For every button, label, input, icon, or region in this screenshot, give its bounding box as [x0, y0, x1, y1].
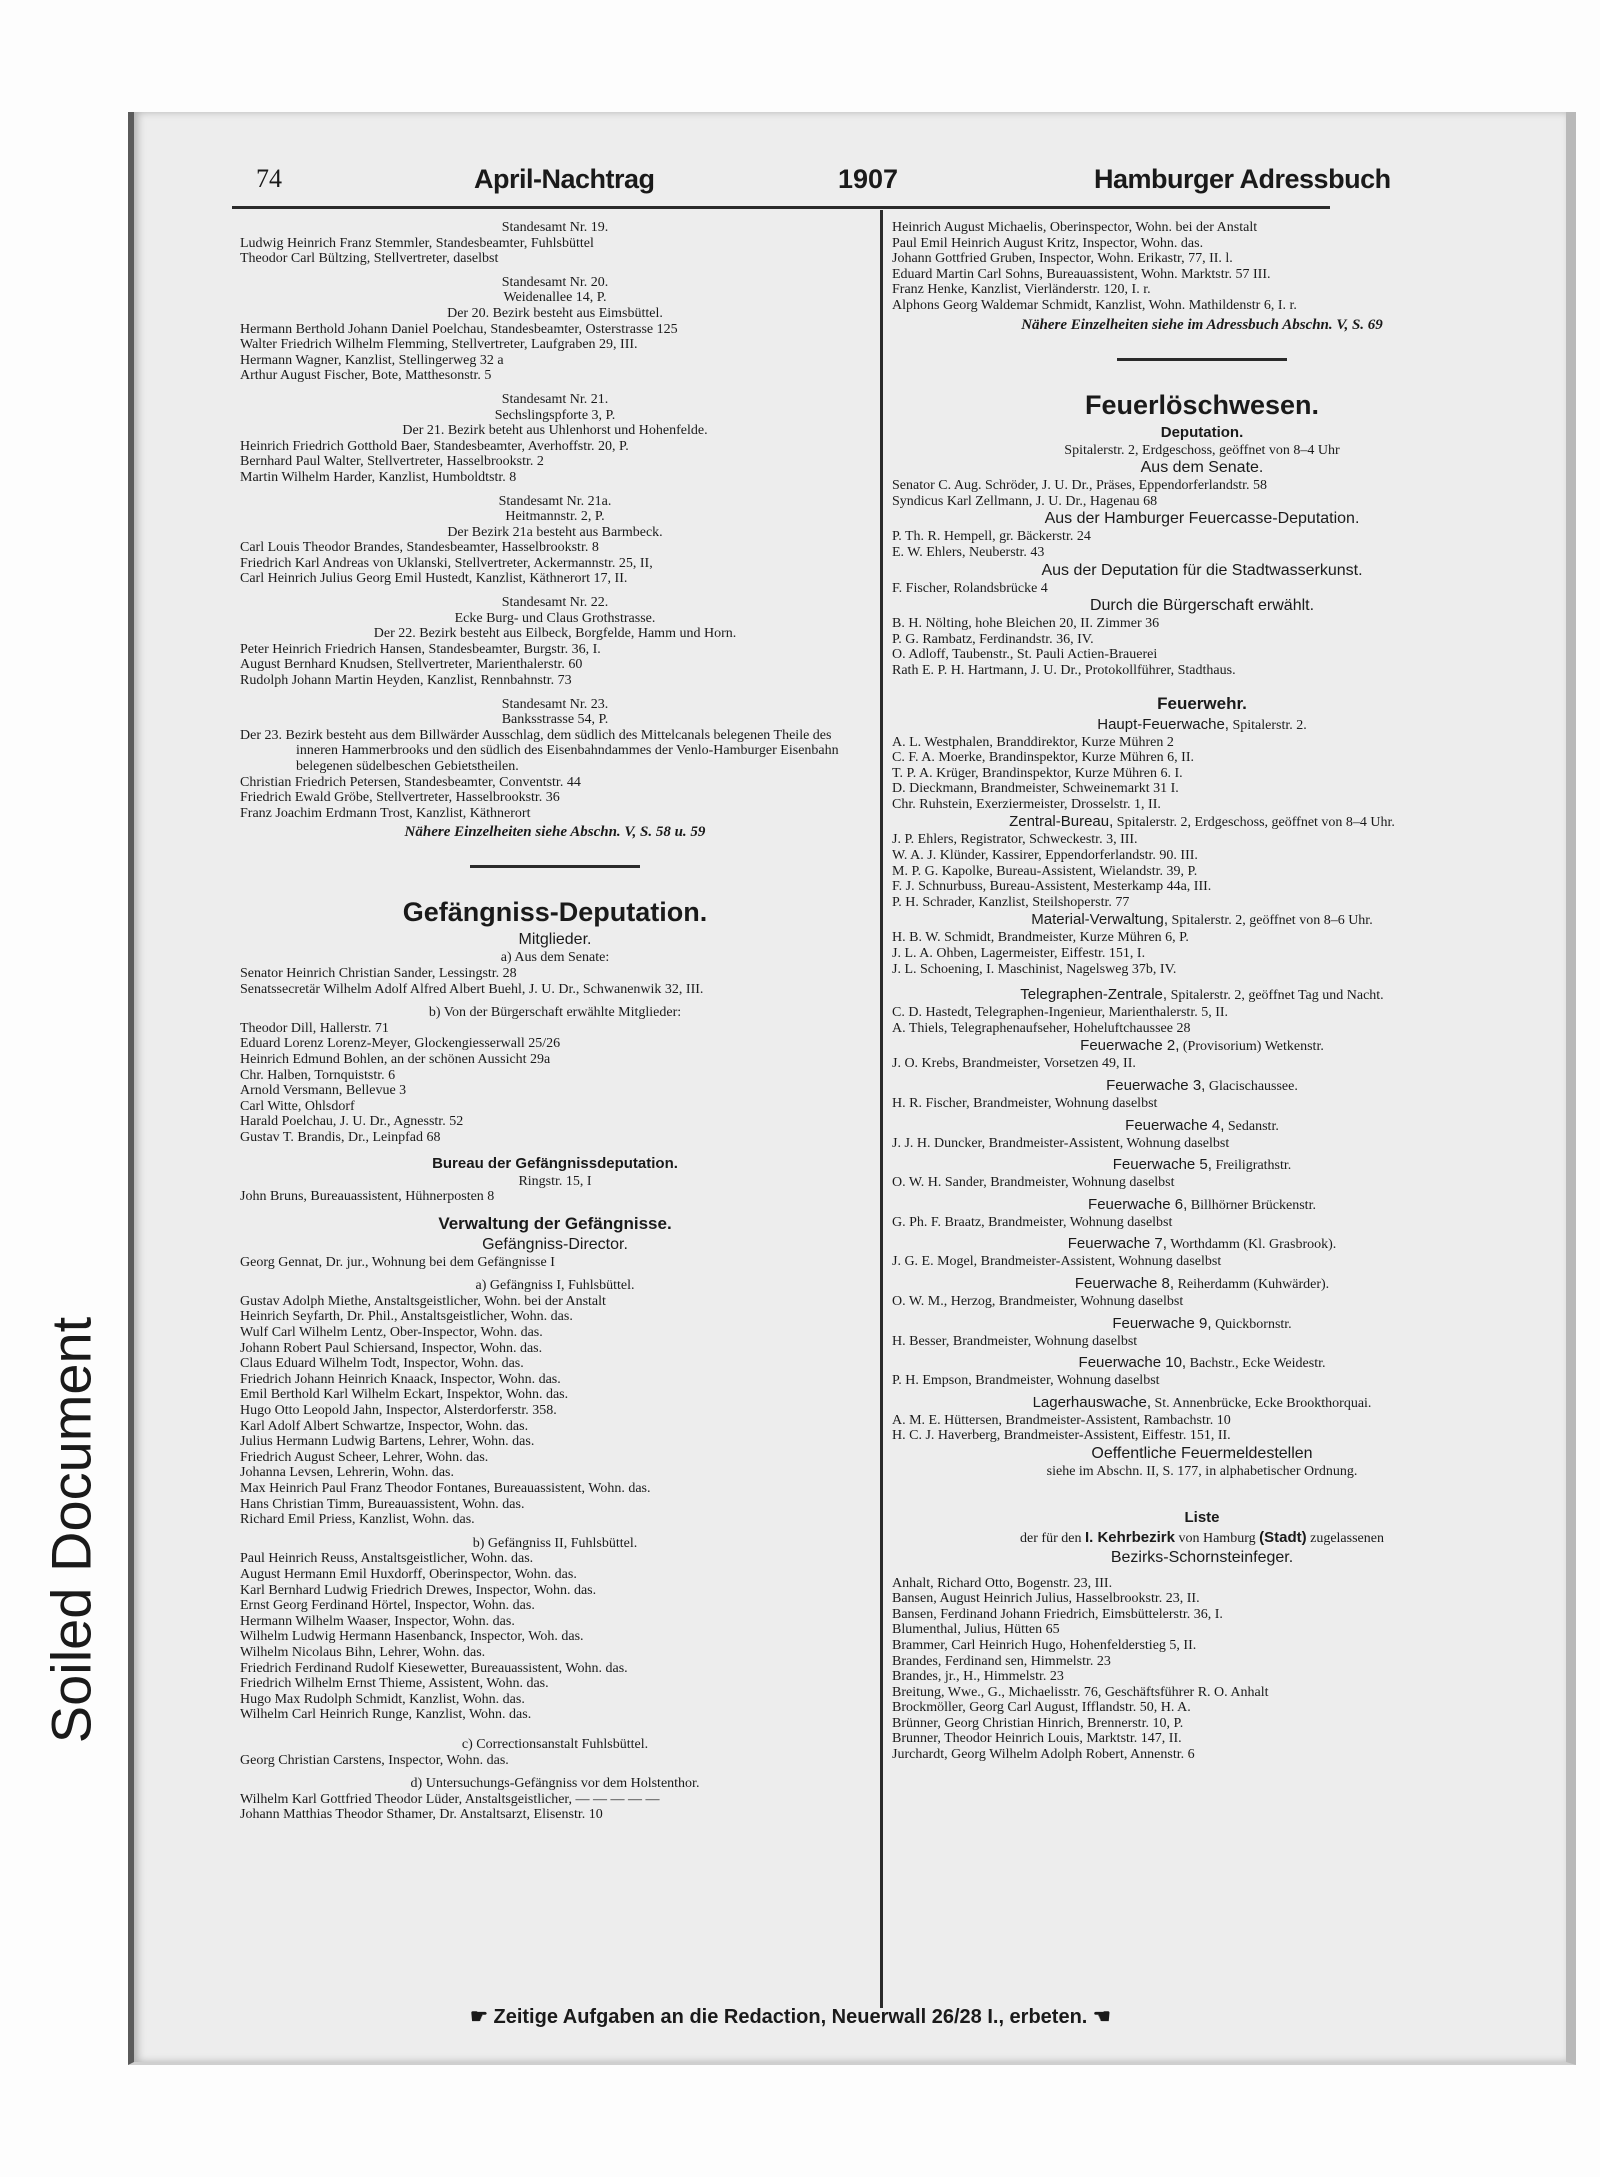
- gef-senat-list: [240, 966, 870, 997]
- entry-line: Gustav Adolph Miethe, Anstaltsgeistlicher, Wohn. bei der Anstalt: [240, 1293, 606, 1309]
- entry-line: H. B. W. Schmidt, Brandmeister, Kurze Mühren 6, P.: [892, 930, 1189, 946]
- sa20-district: Der 20. Bezirk besteht aus Eimsbüttel.: [447, 305, 663, 321]
- top-list: [892, 220, 1512, 314]
- liste-intro-d: (Stadt): [1259, 1528, 1307, 1546]
- entry-line: P. G. Rambatz, Ferdinandstr. 36, IV.: [892, 631, 1094, 647]
- verw-title: Verwaltung der Gefängnisse.: [438, 1213, 672, 1233]
- feuerwache-addr: Quickbornstr.: [1215, 1316, 1292, 1332]
- entry-line: Bansen, Ferdinand Johann Friedrich, Eimsbüttelerstr. 36, I.: [892, 1606, 1223, 1622]
- fl-sw-title: Aus der Deputation für die Stadtwasserkunst.: [1041, 561, 1363, 579]
- entry-line: B. H. Nölting, hohe Bleichen 20, II. Zimmer 36: [892, 616, 1160, 632]
- liste-title: Liste: [1184, 1508, 1220, 1526]
- director-title: Gefängniss-Director.: [482, 1235, 628, 1253]
- entry-line: J. P. Ehlers, Registrator, Schweckestr. 3, III.: [892, 832, 1138, 848]
- entry-line: Heinrich Seyfarth, Dr. Phil., Anstaltsgeistlicher, Wohn. das.: [240, 1309, 573, 1325]
- entry-line: G. Ph. F. Braatz, Brandmeister, Wohnung daselbst: [892, 1214, 1173, 1230]
- entry-line: Friedrich Karl Andreas von Uklanski, Stellvertreter, Ackermannstr. 25, II,: [240, 555, 653, 571]
- sa21a-addr: Heitmannstr. 2, P.: [505, 509, 605, 525]
- sa21-district: Der 21. Bezirk beteht aus Uhlenhorst und Hohenfelde.: [402, 423, 708, 439]
- entry-line: Brandes, Ferdinand sen, Himmelstr. 23: [892, 1653, 1111, 1669]
- entry-line: Franz Henke, Kanzlist, Vierländerstr. 120, I. r.: [892, 282, 1151, 298]
- feuerwachen-list: [892, 1036, 1512, 1392]
- entry-line: August Bernhard Knudsen, Stellvertreter, Marienthalerstr. 60: [240, 657, 583, 673]
- entry-line: Brünner, Georg Christian Hinrich, Brennerstr. 10, P.: [892, 1715, 1184, 1731]
- entry-line: J. G. E. Mogel, Brandmeister-Assistent, Wohnung daselbst: [892, 1254, 1222, 1270]
- sa22-title: Standesamt Nr. 22.: [501, 595, 609, 611]
- sa21a-list: [240, 540, 870, 587]
- g2-list: [240, 1551, 870, 1723]
- fl-deputation: Deputation.: [1160, 423, 1244, 441]
- entry-line: Senator C. Aug. Schröder, J. U. Dr., Präses, Eppendorferlandstr. 58: [892, 478, 1268, 494]
- fl-bg-list: [892, 616, 1512, 678]
- entry-line: Karl Bernhard Ludwig Friedrich Drewes, Inspector, Wohn. das.: [240, 1582, 597, 1598]
- feuerwache-heading: [892, 1116, 1512, 1136]
- gef-senat-label: a) Aus dem Senate:: [500, 950, 610, 966]
- sa23-list: [240, 775, 870, 822]
- entry-line: Friedrich Ewald Gröbe, Stellvertreter, Hasselbrookstr. 36: [240, 790, 560, 806]
- entry-line: Max Heinrich Paul Franz Theodor Fontanes, Bureauassistent, Wohn. das.: [240, 1481, 651, 1496]
- feuerwache-name: Feuerwache 2,: [1080, 1037, 1180, 1055]
- section-title: April-Nachtrag: [474, 164, 655, 194]
- fl-sw-list: [892, 581, 1512, 597]
- entry-line: A. M. E. Hüttersen, Brandmeister-Assistent, Rambachstr. 10: [892, 1412, 1231, 1428]
- liste-intro-f: Bezirks-Schornsteinfeger.: [1110, 1548, 1294, 1566]
- sa23-title: Standesamt Nr. 23.: [501, 696, 609, 712]
- right-column: [892, 220, 1512, 1763]
- liste-list: [892, 1576, 1512, 1763]
- entry-line: P. H. Empson, Brandmeister, Wohnung daselbst: [892, 1373, 1160, 1389]
- sa19-list: [240, 236, 870, 267]
- entry-line: E. W. Ehlers, Neuberstr. 43: [892, 544, 1045, 560]
- entry-line: Rudolph Johann Martin Heyden, Kanzlist, Rennbahnstr. 73: [240, 673, 572, 689]
- entry-line: Arnold Versmann, Bellevue 3: [240, 1083, 407, 1099]
- entry-line: Brammer, Carl Heinrich Hugo, Hohenfelderstieg 5, II.: [892, 1637, 1197, 1653]
- feuerwache-name: Feuerwache 3,: [1106, 1077, 1206, 1094]
- side-label-text: Soiled Document: [39, 1316, 103, 1744]
- entry-line: Friedrich Johann Heinrich Knaack, Inspector, Wohn. das.: [240, 1371, 561, 1387]
- feuerwache-name: Feuerwache 10,: [1078, 1354, 1187, 1372]
- entry-line: Hugo Max Rudolph Schmidt, Kanzlist, Wohn. das.: [240, 1691, 525, 1707]
- column-divider: [880, 210, 883, 2008]
- sa20-list: [240, 322, 870, 384]
- entry-line: Heinrich August Michaelis, Oberinspector, Wohn. bei der Anstalt: [892, 220, 1258, 235]
- haupt-list: [892, 735, 1512, 813]
- entry-line: F. Fischer, Rolandsbrücke 4: [892, 580, 1048, 596]
- entry-line: Harald Poelchau, J. U. Dr., Agnesstr. 52: [240, 1114, 464, 1130]
- entry-line: August Hermann Emil Huxdorff, Oberinspector, Wohn. das.: [240, 1566, 577, 1582]
- section-rule: [1117, 358, 1287, 361]
- sa21-title: Standesamt Nr. 21.: [501, 391, 609, 407]
- g2-label: b) Gefängniss II, Fuhlsbüttel.: [472, 1535, 638, 1551]
- entry-line: Jurchardt, Georg Wilhelm Adolph Robert, Annenstr. 6: [892, 1747, 1195, 1763]
- sa21-addr: Sechslingspforte 3, P.: [494, 407, 616, 423]
- mv-title: Material-Verwaltung,: [1031, 911, 1169, 929]
- liste-intro-c: von Hamburg: [1178, 1530, 1256, 1546]
- entry-line: Richard Emil Priess, Kanzlist, Wohn. das.: [240, 1512, 475, 1528]
- entry-line: Johann Matthias Theodor Sthamer, Dr. Anstaltsarzt, Elisenstr. 10: [240, 1807, 603, 1823]
- tz-addr: Spitalerstr. 2, geöffnet Tag und Nacht.: [1170, 988, 1384, 1004]
- feuerwache-addr: (Provisorium) Wetkenstr.: [1182, 1039, 1324, 1055]
- entry-line: Paul Emil Heinrich August Kritz, Inspector, Wohn. das.: [892, 235, 1204, 251]
- fl-senat-list: [892, 478, 1512, 509]
- entry-line: Martin Wilhelm Harder, Kanzlist, Humboldtstr. 8: [240, 469, 517, 485]
- fl-fc-list: [892, 529, 1512, 560]
- entry-line: Walter Friedrich Wilhelm Flemming, Stellvertreter, Laufgraben 29, III.: [240, 337, 638, 353]
- entry-line: Claus Eduard Wilhelm Todt, Inspector, Wohn. das.: [240, 1356, 524, 1372]
- lager-list: [892, 1413, 1512, 1444]
- feuerwache-name: Feuerwache 8,: [1074, 1274, 1175, 1292]
- oef-line: siehe im Abschn. II, S. 177, in alphabetischer Ordnung.: [1046, 1463, 1358, 1479]
- entry-line: Friedrich August Scheer, Lehrer, Wohn. das.: [240, 1449, 489, 1465]
- entry-line: Julius Hermann Ludwig Bartens, Lehrer, Wohn. das.: [240, 1434, 535, 1450]
- sa23-addr: Banksstrasse 54, P.: [501, 712, 609, 728]
- page-number: 74: [256, 164, 282, 193]
- sa19-title: Standesamt Nr. 19.: [501, 220, 609, 235]
- entry-line: Syndicus Karl Zellmann, J. U. Dr., Hagenau 68: [892, 493, 1158, 509]
- zb-addr: Spitalerstr. 2, Erdgeschoss, geöffnet von 8–4 Uhr.: [1116, 815, 1395, 831]
- liste-intro: [892, 1528, 1512, 1548]
- sa21-list: [240, 439, 870, 486]
- entry-line: Bansen, August Heinrich Julius, Hasselbrookstr. 23, II.: [892, 1591, 1200, 1607]
- entry-line: M. P. G. Kapolke, Bureau-Assistent, Wielandstr. 39, P.: [892, 863, 1198, 879]
- fl-dep-addr: Spitalerstr. 2, Erdgeschoss, geöffnet von 8–4 Uhr: [1064, 442, 1340, 458]
- entry-line: W. A. J. Klünder, Kassirer, Eppendorferlandstr. 90. III.: [892, 848, 1198, 864]
- entry-line: Christian Friedrich Petersen, Standesbeamter, Conventstr. 44: [240, 774, 581, 790]
- entry-line: Hermann Berthold Johann Daniel Poelchau, Standesbeamter, Osterstrasse 125: [240, 321, 678, 337]
- c-line: Georg Christian Carstens, Inspector, Wohn. das.: [240, 1752, 509, 1768]
- lager-addr: St. Annenbrücke, Ecke Brookthorquai.: [1154, 1395, 1372, 1411]
- fl-title: Feuerlöschwesen.: [1084, 389, 1320, 420]
- entry-line: O. W. M., Herzog, Brandmeister, Wohnung daselbst: [892, 1293, 1184, 1309]
- footer-notice: [470, 2004, 1390, 2029]
- c-label: c) Correctionsanstalt Fuhlsbüttel.: [461, 1736, 649, 1752]
- entry-line: Wilhelm Carl Heinrich Runge, Kanzlist, Wohn. das.: [240, 1707, 532, 1723]
- entry-line: Heinrich Friedrich Gotthold Baer, Standesbeamter, Averhoffstr. 20, P.: [240, 438, 629, 454]
- sa20-title: Standesamt Nr. 20.: [501, 274, 609, 290]
- sa22-list: [240, 642, 870, 689]
- entry-line: Johanna Levsen, Lehrerin, Wohn. das.: [240, 1465, 454, 1481]
- entry-line: Eduard Martin Carl Sohns, Bureauassistent, Wohn. Marktstr. 57 III.: [892, 266, 1271, 282]
- haupt-addr: Spitalerstr. 2.: [1232, 717, 1307, 733]
- fw-title: Feuerwehr.: [1157, 693, 1247, 713]
- entry-line: Peter Heinrich Friedrich Hansen, Standesbeamter, Burgstr. 36, I.: [240, 641, 601, 657]
- entry-line: J. J. H. Duncker, Brandmeister-Assistent, Wohnung daselbst: [892, 1135, 1230, 1151]
- feuerwache-addr: Freiligrathstr.: [1215, 1158, 1292, 1174]
- entry-line: Wilhelm Ludwig Hermann Hasenbanck, Inspector, Woh. das.: [240, 1629, 584, 1645]
- sa23-note: Nähere Einzelheiten siehe Abschn. V, S. 58 u. 59: [404, 824, 706, 841]
- header-rule: [232, 206, 1330, 209]
- pointing-hand-icon: ☛: [470, 2006, 488, 2028]
- entry-line: H. Besser, Brandmeister, Wohnung daselbst: [892, 1333, 1138, 1349]
- entry-line: Chr. Ruhstein, Exerziermeister, Drosselstr. 1, II.: [892, 796, 1161, 812]
- entry-line: C. D. Hastedt, Telegraphen-Ingenieur, Marienthalerstr. 5, II.: [892, 1005, 1229, 1021]
- liste-intro-e: zugelassenen: [1310, 1530, 1384, 1546]
- entry-line: J. L. Schoening, I. Maschinist, Nagelsweg 37b, IV.: [892, 961, 1177, 977]
- entry-line: Alphons Georg Waldemar Schmidt, Kanzlist, Wohn. Mathildenstr 6, I. r.: [892, 297, 1297, 313]
- sa21a-district: Der Bezirk 21a besteht aus Barmbeck.: [447, 524, 663, 540]
- entry-line: Hans Christian Timm, Bureauassistent, Wohn. das.: [240, 1496, 525, 1512]
- gef-members: Mitglieder.: [518, 931, 592, 949]
- entry-line: J. L. A. Ohben, Lagermeister, Eiffestr. 151, I.: [892, 946, 1146, 962]
- entry-line: Paul Heinrich Reuss, Anstaltsgeistlicher, Wohn. das.: [240, 1551, 534, 1567]
- g1-label: a) Gefängniss I, Fuhlsbüttel.: [475, 1278, 635, 1294]
- side-label: [36, 1270, 106, 1790]
- entry-line: Ernst Georg Ferdinand Hörtel, Inspector, Wohn. das.: [240, 1598, 535, 1614]
- entry-line: Bernhard Paul Walter, Stellvertreter, Hasselbrookstr. 2: [240, 454, 544, 470]
- entry-line: Karl Adolf Albert Schwartze, Inspector, Wohn. das.: [240, 1418, 529, 1434]
- section-rule: [470, 865, 640, 868]
- entry-line: Carl Heinrich Julius Georg Emil Hustedt, Kanzlist, Käthnerort 17, II.: [240, 571, 628, 587]
- feuerwache-heading: [892, 1353, 1512, 1373]
- entry-line: D. Dieckmann, Brandmeister, Schweinemarkt 31 I.: [892, 781, 1179, 797]
- feuerwache-heading: [892, 1076, 1512, 1096]
- entry-line: Wilhelm Nicolaus Bihn, Lehrer, Wohn. das.: [240, 1644, 486, 1660]
- sa23-district: Der 23. Bezirk besteht aus dem Billwärder Ausschlag, dem südlich des Mittelcanals belegenen Theile des inneren Hammerbrooks und den südlich des Eisenbahndammes der Venlo-Hamburger Eisenbahn belegenen südelbeschen Gebietstheilen.: [240, 727, 839, 774]
- feuerwache-addr: Glacischaussee.: [1208, 1079, 1298, 1094]
- entry-line: Eduard Lorenz Lorenz-Meyer, Glockengiesserwall 25/26: [240, 1036, 561, 1052]
- liste-intro-b: I. Kehrbezirk: [1084, 1528, 1175, 1546]
- entry-line: Friedrich Wilhelm Ernst Thieme, Assistent, Wohn. das.: [240, 1676, 549, 1692]
- entry-line: P. H. Schrader, Kanzlist, Steilshoperstr. 77: [892, 894, 1130, 910]
- mv-list: [892, 930, 1512, 977]
- entry-line: Chr. Halben, Tornquiststr. 6: [240, 1067, 396, 1083]
- bureau-title: Bureau der Gefängnissdeputation.: [432, 1154, 678, 1172]
- feuerwache-heading: [892, 1195, 1512, 1215]
- fl-senat-title: Aus dem Senate.: [1140, 459, 1264, 477]
- entry-line: Wilhelm Karl Gottfried Theodor Lüder, Anstaltsgeistlicher, — — — — —: [240, 1791, 660, 1807]
- haupt-title: Haupt-Feuerwache,: [1097, 715, 1229, 733]
- entry-line: Wulf Carl Wilhelm Lentz, Ober-Inspector, Wohn. das.: [240, 1325, 543, 1341]
- entry-line: Emil Berthold Karl Wilhelm Eckart, Inspektor, Wohn. das.: [240, 1387, 569, 1403]
- fl-bg-title: Durch die Bürgerschaft erwählt.: [1089, 597, 1315, 615]
- entry-line: J. O. Krebs, Brandmeister, Vorsetzen 49, II.: [892, 1056, 1136, 1072]
- tz-title: Telegraphen-Zentrale,: [1020, 986, 1168, 1004]
- g1-list: [240, 1294, 870, 1528]
- entry-line: Brockmöller, Georg Carl August, Ifflandstr. 50, H. A.: [892, 1700, 1191, 1716]
- entry-line: Franz Joachim Erdmann Trost, Kanzlist, Käthnerort: [240, 805, 531, 821]
- pointing-hand-left-icon: ☚: [1092, 2006, 1111, 2028]
- entry-line: Ludwig Heinrich Franz Stemmler, Standesbeamter, Fuhlsbüttel: [240, 235, 594, 251]
- entry-line: Theodor Carl Bültzing, Stellvertreter, daselbst: [240, 251, 499, 267]
- entry-line: O. W. H. Sander, Brandmeister, Wohnung daselbst: [892, 1175, 1175, 1191]
- entry-line: O. Adloff, Taubenstr., St. Pauli Actien-Brauerei: [892, 647, 1158, 663]
- d-label: d) Untersuchungs-Gefängniss vor dem Holstenthor.: [410, 1776, 700, 1792]
- feuerwache-addr: Reiherdamm (Kuhwärder).: [1177, 1276, 1330, 1292]
- feuerwache-heading: [892, 1155, 1512, 1175]
- year: 1907: [838, 164, 899, 194]
- entry-line: C. F. A. Moerke, Brandinspektor, Kurze Mühren 6, II.: [892, 750, 1194, 766]
- feuerwache-name: Feuerwache 6,: [1088, 1195, 1188, 1213]
- fl-fc-title: Aus der Hamburger Feuercasse-Deputation.: [1044, 510, 1360, 528]
- feuerwache-name: Feuerwache 5,: [1112, 1156, 1212, 1174]
- gef-title: Gefängniss-Deputation.: [402, 897, 708, 928]
- entry-line: Blumenthal, Julius, Hütten 65: [892, 1622, 1060, 1638]
- feuerwache-addr: Billhörner Brückenstr.: [1190, 1197, 1316, 1213]
- entry-line: Carl Louis Theodor Brandes, Standesbeamter, Hasselbrookstr. 8: [240, 540, 599, 556]
- bureau-addr: Ringstr. 15, I: [518, 1173, 592, 1189]
- entry-line: Theodor Dill, Hallerstr. 71: [240, 1020, 389, 1036]
- sa22-addr: Ecke Burg- und Claus Grothstrasse.: [454, 610, 656, 626]
- sa20-addr: Weidenallee 14, P.: [503, 290, 607, 306]
- sa21a-title: Standesamt Nr. 21a.: [498, 493, 612, 509]
- entry-line: Carl Witte, Ohlsdorf: [240, 1098, 355, 1114]
- entry-line: Gustav T. Brandis, Dr., Leinpfad 68: [240, 1129, 441, 1145]
- liste-intro-a: der für den: [1020, 1530, 1082, 1546]
- entry-line: F. J. Schnurbuss, Bureau-Assistent, Mesterkamp 44a, III.: [892, 879, 1212, 895]
- feuerwache-addr: Bachstr., Ecke Weidestr.: [1189, 1356, 1326, 1372]
- feuerwache-name: Feuerwache 9,: [1112, 1314, 1212, 1332]
- entry-line: A. Thiels, Telegraphenaufseher, Hoheluftchaussee 28: [892, 1020, 1191, 1036]
- mv-addr: Spitalerstr. 2, geöffnet von 8–6 Uhr.: [1171, 913, 1373, 929]
- entry-line: Johann Gottfried Gruben, Inspector, Wohn. Erikastr, 77, II. l.: [892, 251, 1233, 267]
- entry-line: Friedrich Ferdinand Rudolf Kiesewetter, Bureauassistent, Wohn. das.: [240, 1660, 628, 1676]
- entry-line: Hermann Wagner, Kanzlist, Stellingerweg 32 a: [240, 352, 504, 368]
- d-list: [240, 1792, 870, 1823]
- entry-line: Rath E. P. H. Hartmann, J. U. Dr., Protokollführer, Stadthaus.: [892, 662, 1236, 678]
- feuerwache-addr: Sedanstr.: [1227, 1118, 1279, 1134]
- entry-line: Johann Robert Paul Schiersand, Inspector, Wohn. das.: [240, 1340, 543, 1356]
- top-note: Nähere Einzelheiten siehe im Adressbuch Abschn. V, S. 69: [1021, 316, 1383, 333]
- book-title: Hamburger Adressbuch: [1094, 164, 1391, 194]
- feuerwache-name: Feuerwache 4,: [1125, 1116, 1225, 1134]
- feuerwache-heading: [892, 1274, 1512, 1294]
- entry-line: Anhalt, Richard Otto, Bogenstr. 23, III.: [892, 1575, 1113, 1591]
- entry-line: T. P. A. Krüger, Brandinspektor, Kurze Mühren 6. I.: [892, 765, 1183, 781]
- feuerwache-heading: [892, 1234, 1512, 1254]
- entry-line: Breitung, Wwe., G., Michaelisstr. 76, Geschäftsführer R. O. Anhalt: [892, 1684, 1269, 1700]
- sa22-district: Der 22. Bezirk besteht aus Eilbeck, Borgfelde, Hamm und Horn.: [373, 626, 737, 642]
- feuerwache-heading: [892, 1036, 1512, 1056]
- entry-line: Senator Heinrich Christian Sander, Lessingstr. 28: [240, 965, 517, 981]
- gef-bs-list: [240, 1021, 870, 1146]
- zb-list: [892, 832, 1512, 910]
- entry-line: A. L. Westphalen, Branddirektor, Kurze Mühren 2: [892, 734, 1174, 750]
- entry-line: Hugo Otto Leopold Jahn, Inspector, Alsterdorferstr. 358.: [240, 1403, 557, 1419]
- lager-title: Lagerhauswache,: [1032, 1393, 1151, 1411]
- entry-line: H. C. J. Haverberg, Brandmeister-Assistent, Eiffestr. 151, II.: [892, 1428, 1231, 1444]
- entry-line: Senatssecretär Wilhelm Adolf Alfred Albert Buehl, J. U. Dr., Schwanenwik 32, III.: [240, 981, 704, 997]
- entry-line: Brunner, Theodor Heinrich Louis, Marktstr. 147, II.: [892, 1731, 1182, 1747]
- entry-line: P. Th. R. Hempell, gr. Bäckerstr. 24: [892, 529, 1091, 545]
- tz-list: [892, 1005, 1512, 1036]
- entry-line: Heinrich Edmund Bohlen, an der schönen Aussicht 29a: [240, 1051, 551, 1067]
- left-column: [240, 220, 870, 1823]
- zb-title: Zentral-Bureau,: [1009, 813, 1114, 831]
- feuerwache-name: Feuerwache 7,: [1067, 1235, 1167, 1253]
- feuerwache-heading: [892, 1314, 1512, 1334]
- director-line: Georg Gennat, Dr. jur., Wohnung bei dem Gefängnisse I: [240, 1254, 555, 1270]
- entry-line: Hermann Wilhelm Waaser, Inspector, Wohn. das.: [240, 1613, 515, 1629]
- oef-title: Oeffentliche Feuermeldestellen: [1091, 1444, 1313, 1462]
- entry-line: H. R. Fischer, Brandmeister, Wohnung daselbst: [892, 1096, 1158, 1111]
- entry-line: Arthur August Fischer, Bote, Matthesonstr. 5: [240, 368, 492, 384]
- bureau-line: John Bruns, Bureauassistent, Hühnerposten 8: [240, 1189, 495, 1205]
- entry-line: Brandes, jr., H., Himmelstr. 23: [892, 1669, 1064, 1685]
- gef-bs-label: b) Von der Bürgerschaft erwählte Mitglieder:: [428, 1005, 682, 1021]
- feuerwache-addr: Worthdamm (Kl. Grasbrook).: [1170, 1237, 1337, 1253]
- footer-text: Zeitige Aufgaben an die Redaction, Neuerwall 26/28 I., erbeten.: [493, 2006, 1088, 2028]
